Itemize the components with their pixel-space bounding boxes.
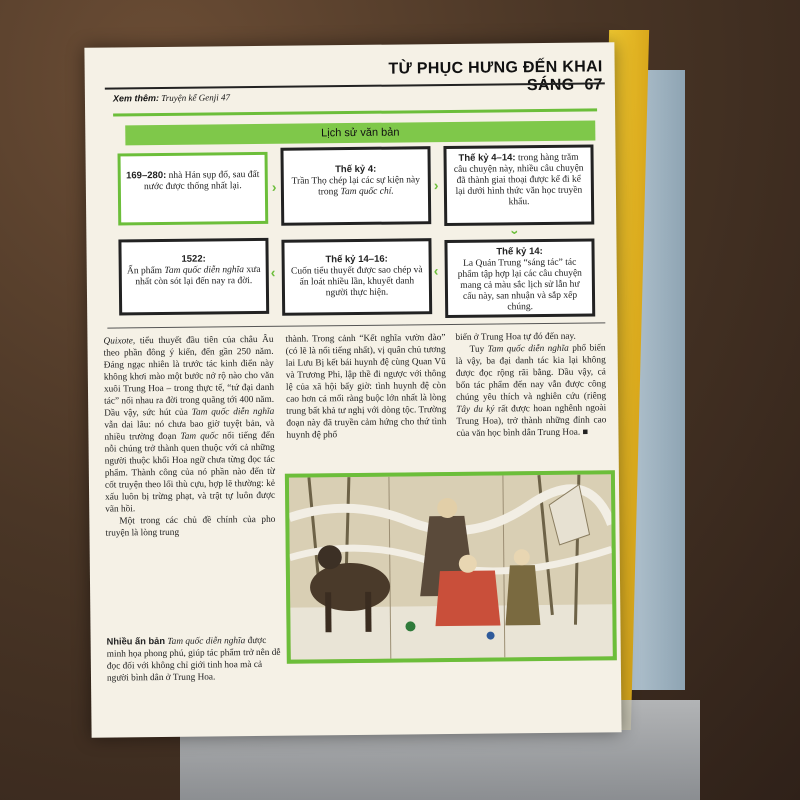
green-rule [113, 108, 597, 116]
caption-text: được minh họa phong phú, giúp tác phẩm trở nên dễ đọc đối với không chỉ giới tinh hoa mà cả người bình dân ở Trung Hoa. [106, 635, 281, 684]
section-divider [107, 322, 605, 328]
timeline-text: xưa nhất còn sót lại đến nay ra đời. [135, 264, 261, 288]
arrow-right-icon: › [271, 178, 277, 195]
running-head [343, 58, 603, 97]
body-paragraph [456, 342, 607, 440]
timeline-lead: 1522: [181, 253, 206, 265]
body-text: rất được hoan nghênh ngoài Trung Hoa), trở thành những đỉnh cao của văn học bình dân Trung Hoa. ■ [456, 403, 607, 439]
timeline-text: Trần Thọ chép lại các sự kiện này trong [291, 175, 421, 198]
timeline-text: trong hàng trăm câu chuyện này, nhiều câu chuyện đã thành giai thoại được kể đi kể lại dưới hình thức văn học truyền khẩu. [453, 152, 584, 208]
timeline-item-4 [444, 238, 595, 318]
timeline-item-1 [118, 152, 269, 226]
book-page [84, 42, 621, 738]
body-text: phổ biến là vậy, ba đại danh tác kia lại không được đọc rộng rãi bằng. Dầu vậy, cả bốn tác phẩm đến nay vẫn được công chúng yêu thích và nghiên cứu (riêng [455, 343, 607, 403]
page-number: 67 [584, 76, 603, 94]
text-italic: Tây du ký [456, 404, 495, 415]
timeline-item-6 [118, 238, 269, 316]
timeline-lead: 169–280: [126, 169, 167, 182]
timeline-text: Cuốn tiểu thuyết được sao chép và ấn loát nhiều lần, khuyết danh người thực hiện. [290, 265, 423, 299]
woodblock-illustration [285, 470, 617, 663]
body-text: thành. Trong cảnh “Kết nghĩa vườn đào” (có lẽ là nổi tiếng nhất), vị quân chủ tương lai Lưu Bị kết bái huynh đệ cùng Quan Vũ và Trương Phi, lập thề đi ngược với thông lệ của xã hội bấy giờ: tình huynh đệ còn cao hơn cả mối ràng buộc lớn nhất là lòng trung bất khả tư nghị với dòng tộc. Trường đoạn này đã truyền cảm hứng cho thứ tình huynh đệ phổ [285, 333, 447, 441]
timeline-lead: Thế kỷ 4–14: [458, 152, 516, 164]
body-text: nổi tiếng đến nỗi chúng trở thành quen thuộc với cả những người thuộc khối Hoa ngữ chưa từng đọc tác phẩm. Thành công của nó phần nào đến từ cốt truyện theo lối thù cựu, hợp lẽ thường: kẻ xấu luôn bị trừng phạt, và trật tự luôn được vãn hồi. [104, 430, 276, 515]
body-column-2 [285, 332, 446, 442]
timeline-italic: Tam quốc chí. [340, 186, 394, 198]
see-also-label: Xem thêm: [112, 93, 159, 104]
chapter-title: TỪ PHỤC HƯNG ĐẾN KHAI SÁNG [388, 58, 603, 95]
caption-italic: Tam quốc diễn nghĩa [167, 636, 246, 647]
timeline-italic: Tam quốc diễn nghĩa [164, 265, 245, 276]
timeline-lead: Thế kỷ 4: [335, 163, 377, 176]
arrow-right-icon: › [433, 177, 439, 194]
timeline-item-2 [280, 146, 431, 226]
arrow-left-icon: › [270, 266, 276, 283]
snow-scene-illustration [289, 474, 613, 659]
timeline-lead: Thế kỷ 14: [496, 246, 543, 258]
timeline-item-5 [281, 238, 432, 316]
body-paragraph: biến ở Trung Hoa tự đó đến nay. [455, 331, 576, 343]
see-also-text: Truyện kể Genji 47 [161, 92, 230, 103]
body-text: vẫn dai lâu: nó chưa bao giờ tuyệt bản, và nhiều trường đoạn [104, 418, 275, 443]
timeline-item-3 [443, 144, 594, 226]
text-italic: Tam quốc diễn nghĩa [487, 343, 569, 355]
timeline-title: Lịch sử văn bản [125, 120, 595, 145]
timeline-text: nhà Hán sụp đổ, sau đất nước được thống nhất lại. [143, 169, 260, 193]
body-column-1 [103, 334, 275, 540]
text-italic: Tam quốc diễn nghĩa [191, 406, 275, 418]
timeline-text: Ấn phẩm [126, 265, 163, 277]
text-italic: Quixote, [103, 336, 136, 347]
body-column-3 [455, 330, 606, 440]
text-italic: Tam quốc [180, 431, 219, 442]
body-text: tiểu thuyết đầu tiên của châu Âu theo phần đông ý kiến, đến gần 250 năm. Đáng ngạc nhiên là trước tác kinh điển này không khơi mào một bước nở rộ nào cho văn xuôi Trung Hoa – trong thực tế, “tứ đại danh tác” nối nhau ra đời trong quãng tới 400 năm. Dầu vậy, sức hút của [103, 334, 275, 419]
body-paragraph: Một trong các chủ đề chính của pho truyện là lòng trung [105, 514, 276, 539]
timeline-text: La Quán Trung “sáng tác” tác phẩm tập hợp lại các câu chuyện mang cả màu sắc lịch sử lẫn hư cấu này, san nhuận và sắp xếp chúng. [457, 257, 582, 313]
see-also [113, 92, 230, 103]
caption-bold: Nhiều ấn bản [106, 635, 166, 647]
image-caption [107, 634, 283, 685]
arrow-down-icon: › [507, 229, 524, 235]
timeline-lead: Thế kỷ 14–16: [325, 253, 388, 266]
body-text: Tuy [469, 344, 485, 355]
arrow-left-icon: › [433, 265, 439, 282]
